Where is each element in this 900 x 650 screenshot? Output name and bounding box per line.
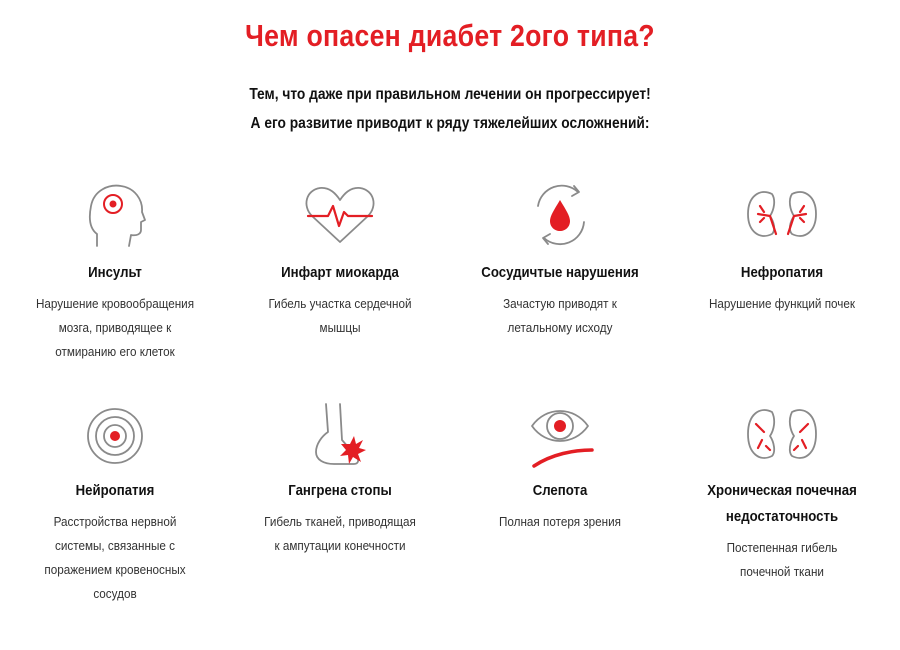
heart-pulse-icon [230, 176, 450, 254]
page-title: Чем опасен диабет 2ого типа? [245, 18, 655, 53]
kidneys-damaged-icon [672, 394, 892, 472]
complication-myocardial-infarction [230, 176, 450, 340]
complication-chronic-kidney-failure [672, 394, 892, 584]
complication-name: Сосудичтые нарушения [481, 264, 639, 281]
blood-drop-icon [450, 176, 670, 254]
complication-name: Инсульт [88, 264, 142, 281]
complication-neuropathy [5, 394, 225, 606]
kidneys-icon [672, 176, 892, 254]
complication-name: Гангрена стопы [288, 482, 392, 499]
foot-icon [230, 394, 450, 472]
complication-name: Хроническая почечная недостаточность [707, 482, 857, 525]
complication-name: Нефропатия [740, 264, 824, 281]
page-subtitle-line-2: А его развитие приводит к ряду тяжелейших осложнений: [250, 115, 650, 132]
complication-nephropathy [672, 176, 892, 316]
complication-description: Нарушение функций почек [708, 296, 856, 311]
complication-name: Инфарт миокарда [281, 264, 399, 281]
complication-vascular-disorders [450, 176, 670, 340]
complication-description: Гибель участка сердечной мышцы [268, 296, 412, 335]
complication-description: Нарушение кровообращения мозга, приводящее к отмиранию его клеток [35, 296, 195, 359]
complication-foot-gangrene [230, 394, 450, 558]
complication-stroke [5, 176, 225, 364]
complication-name: Слепота [532, 482, 588, 499]
complication-description: Постепенная гибель почечной ткани [726, 540, 838, 579]
complication-blindness [450, 394, 670, 534]
complication-description: Зачастую приводят к летальному исходу [503, 296, 617, 335]
target-icon [5, 394, 225, 472]
complication-name: Нейропатия [75, 482, 155, 499]
complication-description: Расстройства нервной системы, связанные с поражением кровеносных сосудов [44, 514, 186, 601]
complication-description: Гибель тканей, приводящая к ампутации конечности [264, 514, 416, 553]
eye-icon [450, 394, 670, 472]
page-subtitle-line-1: Тем, что даже при правильном лечении он прогрессирует! [249, 86, 651, 103]
head-icon [5, 176, 225, 254]
complication-description: Полная потеря зрения [498, 514, 622, 529]
